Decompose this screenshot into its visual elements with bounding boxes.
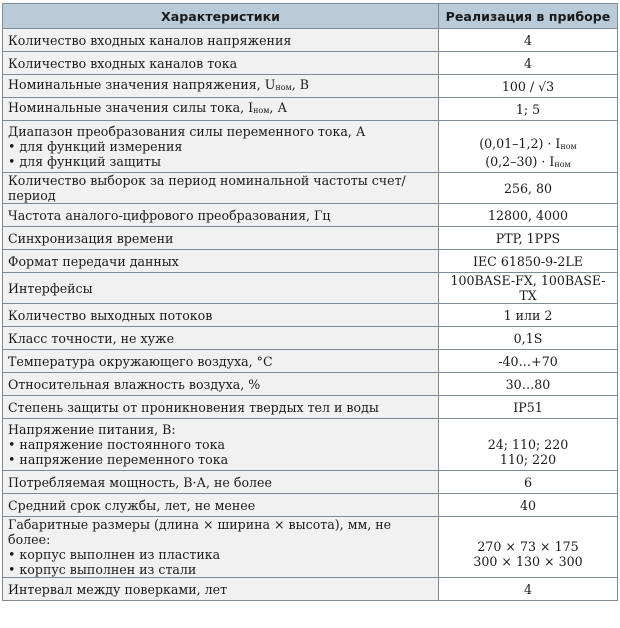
table-row: [3, 419, 618, 471]
row-value: 30…80: [439, 373, 618, 396]
label-subscript: ном: [253, 106, 270, 115]
header-characteristics: Характеристики: [3, 4, 439, 29]
table-row: [3, 304, 618, 327]
row-value: -40…+70: [439, 350, 618, 373]
row-value: 1 или 2: [439, 304, 618, 327]
row-label: Количество входных каналов тока: [3, 52, 439, 75]
row-label: [3, 98, 439, 121]
row-value: [439, 517, 618, 578]
row-value: 12800, 4000: [439, 204, 618, 227]
table-header-row: [3, 4, 618, 29]
table-row: [3, 396, 618, 419]
value-line: [444, 154, 612, 172]
label-subscript: ном: [275, 83, 292, 92]
table-row: [3, 494, 618, 517]
row-label: Частота аналого-цифрового преобразования, Гц: [3, 204, 439, 227]
value-subscript: ном: [554, 159, 571, 169]
table-row: [3, 373, 618, 396]
row-label: Интервал между поверками, лет: [3, 578, 439, 601]
table-row: [3, 578, 618, 601]
table-row: [3, 52, 618, 75]
bullet-item: • напряжение постоянного тока: [8, 437, 226, 452]
row-value: 100BASE-FX, 100BASE-TX: [439, 273, 618, 304]
value-line: 300 × 130 × 300: [473, 554, 583, 569]
row-label: [3, 517, 439, 578]
row-label: Формат передачи данных: [3, 250, 439, 273]
table-row: [3, 273, 618, 304]
label-text: Номинальные значения силы тока, I: [8, 100, 254, 115]
row-label: [3, 419, 439, 471]
table-row: [3, 204, 618, 227]
row-value: 4: [439, 578, 618, 601]
row-value: 0,1S: [439, 327, 618, 350]
row-value: 1; 5: [439, 98, 618, 121]
bullet-item: • для функций измерения: [8, 139, 183, 154]
table-row: [3, 350, 618, 373]
value-line: 270 × 73 × 175: [477, 539, 579, 554]
row-label: Количество входных каналов напряжения: [3, 29, 439, 52]
table-row: [3, 227, 618, 250]
row-value: 256, 80: [439, 173, 618, 204]
row-value: [439, 419, 618, 471]
bullet-item: • корпус выполнен из стали: [8, 562, 197, 577]
row-value: 4: [439, 29, 618, 52]
value-subscript: ном: [560, 141, 577, 151]
bullet-item: • для функций защиты: [8, 154, 162, 169]
label-text: Номинальные значения напряжения, U: [8, 77, 276, 92]
bullet-item: • напряжение переменного тока: [8, 452, 229, 467]
table-row: [3, 75, 618, 98]
table-row: [3, 173, 618, 204]
row-label: Степень защиты от проникновения твердых тел и воды: [3, 396, 439, 419]
row-label: Интерфейсы: [3, 273, 439, 304]
label-text: , А: [269, 100, 287, 115]
label-text: Диапазон преобразования силы переменного тока, А: [8, 124, 366, 139]
table-row: [3, 471, 618, 494]
row-value: 4: [439, 52, 618, 75]
value-text: (0,01–1,2) · I: [479, 135, 561, 151]
value-text: (0,2–30) · I: [485, 153, 555, 169]
table-row: [3, 121, 618, 173]
bullet-item: • корпус выполнен из пластика: [8, 547, 221, 562]
value-line: 24; 110; 220: [487, 436, 569, 452]
table-row: [3, 517, 618, 578]
row-label: Количество выборок за период номинальной частоты счет/период: [3, 173, 439, 204]
row-value: 6: [439, 471, 618, 494]
row-label: Средний срок службы, лет, не менее: [3, 494, 439, 517]
row-value: PTP, 1PPS: [439, 227, 618, 250]
row-label: Потребляемая мощность, В·А, не более: [3, 471, 439, 494]
row-value: 100 / √3: [439, 75, 618, 98]
table-row: [3, 327, 618, 350]
row-label: Количество выходных потоков: [3, 304, 439, 327]
header-implementation: Реализация в приборе: [439, 4, 618, 29]
row-label: [3, 121, 439, 173]
label-text: Габаритные размеры (длина × ширина × высота), мм, не более:: [8, 517, 392, 547]
spec-table: [2, 3, 618, 601]
row-label: [3, 75, 439, 98]
row-label: Относительная влажность воздуха, %: [3, 373, 439, 396]
table-row: [3, 29, 618, 52]
row-value: IEC 61850-9-2LE: [439, 250, 618, 273]
row-value: IP51: [439, 396, 618, 419]
value-line: [444, 136, 612, 154]
row-label: Класс точности, не хуже: [3, 327, 439, 350]
label-text: Напряжение питания, В:: [8, 422, 176, 437]
row-value: 40: [439, 494, 618, 517]
table-row: [3, 98, 618, 121]
value-line: 110; 220: [499, 451, 557, 467]
row-label: Температура окружающего воздуха, °С: [3, 350, 439, 373]
table-row: [3, 250, 618, 273]
row-label: Синхронизация времени: [3, 227, 439, 250]
row-value: [439, 121, 618, 173]
label-text: , В: [291, 77, 310, 92]
